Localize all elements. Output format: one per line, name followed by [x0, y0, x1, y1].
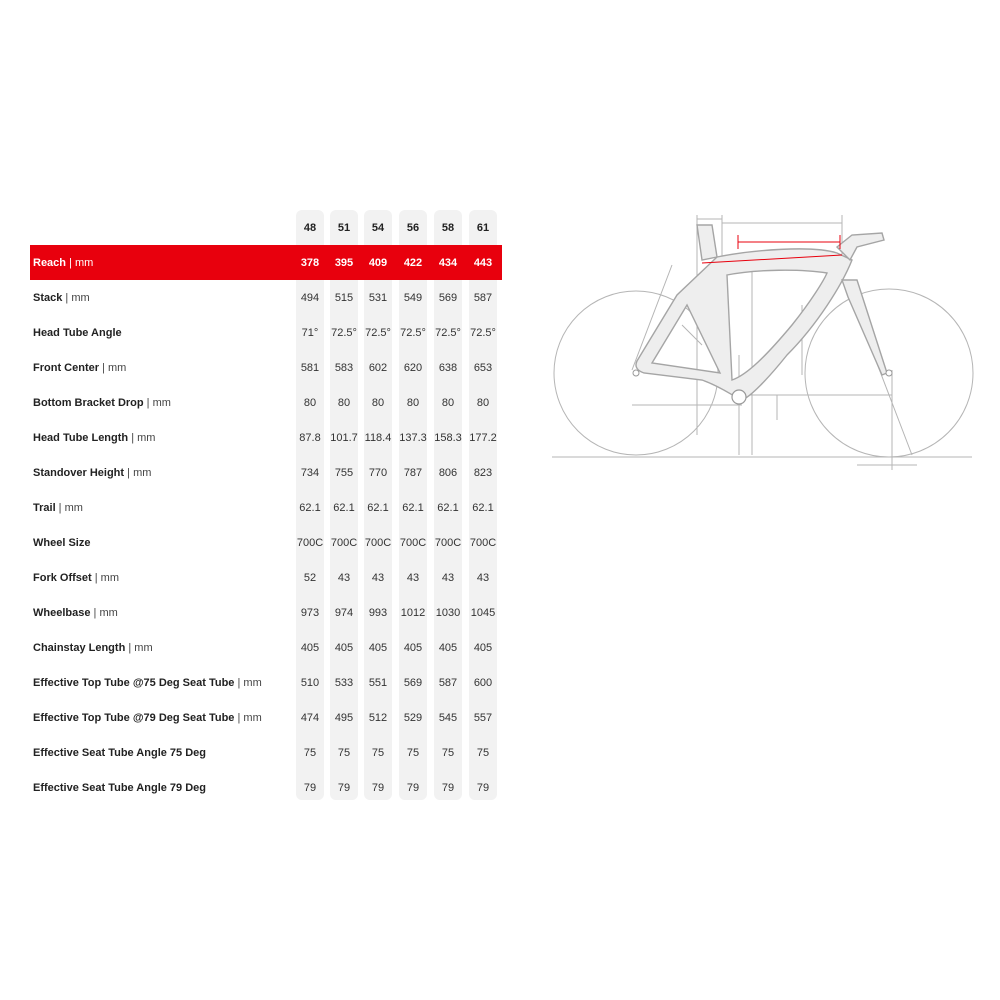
bike-geometry-icon — [552, 205, 977, 475]
table-cell: 700C — [296, 536, 324, 549]
row-label — [33, 642, 153, 654]
table-cell: 443 — [473, 256, 493, 269]
table-cell: 79 — [441, 781, 455, 794]
row-label — [33, 537, 90, 549]
table-cell: 583 — [334, 361, 354, 374]
row-label-unit: mm — [100, 571, 119, 584]
row-label-separator: | — [90, 606, 100, 619]
table-cell: 71° — [301, 326, 319, 339]
row-label — [33, 607, 118, 619]
row-label — [33, 747, 206, 759]
table-cell: 700C — [469, 536, 497, 549]
geometry-row — [30, 735, 502, 770]
table-cell: 533 — [334, 676, 354, 689]
geometry-row — [30, 280, 502, 315]
table-cell: 405 — [438, 641, 458, 654]
table-cell: 638 — [438, 361, 458, 374]
table-cell: 1045 — [470, 606, 496, 619]
table-cell: 405 — [473, 641, 493, 654]
row-label-name: Wheelbase — [33, 606, 91, 619]
table-cell: 549 — [403, 291, 423, 304]
geometry-row — [30, 560, 502, 595]
geometry-row — [30, 385, 502, 420]
table-cell: 43 — [406, 571, 420, 584]
table-cell: 700C — [399, 536, 427, 549]
table-cell: 569 — [438, 291, 458, 304]
row-label-name: Effective Top Tube @79 Deg Seat Tube — [33, 711, 235, 724]
row-label-name: Effective Seat Tube Angle 79 Deg — [33, 781, 206, 794]
geometry-row — [30, 420, 502, 455]
bottom-bracket — [732, 390, 746, 404]
table-cell: 79 — [371, 781, 385, 794]
size-header-56: 56 — [406, 221, 420, 234]
table-cell: 75 — [441, 746, 455, 759]
row-label-name: Head Tube Length — [33, 431, 129, 444]
table-cell: 973 — [300, 606, 320, 619]
table-cell: 43 — [337, 571, 351, 584]
geometry-rows — [30, 245, 502, 805]
table-cell: 474 — [300, 711, 320, 724]
table-cell: 75 — [337, 746, 351, 759]
table-cell: 62.1 — [437, 501, 459, 514]
row-label-separator: | — [234, 711, 244, 724]
geometry-row — [30, 665, 502, 700]
table-cell: 1012 — [400, 606, 426, 619]
table-cell: 422 — [403, 256, 423, 269]
row-label — [33, 712, 262, 724]
geometry-table — [30, 210, 502, 805]
table-cell: 80 — [303, 396, 317, 409]
table-cell: 770 — [368, 466, 388, 479]
table-cell: 72.5° — [331, 326, 357, 339]
table-cell: 80 — [476, 396, 490, 409]
table-cell: 974 — [334, 606, 354, 619]
table-cell: 87.8 — [299, 431, 321, 444]
table-cell: 80 — [441, 396, 455, 409]
table-cell: 531 — [368, 291, 388, 304]
row-label-unit: mm — [243, 711, 262, 724]
table-cell: 395 — [334, 256, 354, 269]
table-cell: 72.5° — [365, 326, 391, 339]
table-cell: 72.5° — [470, 326, 496, 339]
row-label — [33, 362, 126, 374]
table-cell: 75 — [303, 746, 317, 759]
row-label-separator: | — [99, 361, 108, 374]
row-label-separator: | — [234, 676, 244, 689]
row-label-unit: mm — [99, 606, 118, 619]
row-label-unit: mm — [137, 431, 156, 444]
row-label-separator: | — [55, 501, 65, 514]
row-label-separator: | — [62, 291, 72, 304]
table-cell: 600 — [473, 676, 493, 689]
row-label-name: Head Tube Angle — [33, 326, 122, 339]
table-cell: 653 — [473, 361, 493, 374]
table-cell: 43 — [476, 571, 490, 584]
row-label — [33, 327, 122, 339]
row-label-unit: mm — [243, 676, 262, 689]
row-label-separator: | — [125, 641, 135, 654]
table-cell: 62.1 — [367, 501, 389, 514]
table-cell: 79 — [406, 781, 420, 794]
row-label-separator: | — [91, 571, 101, 584]
geometry-row — [30, 630, 502, 665]
table-cell: 495 — [334, 711, 354, 724]
row-label — [33, 292, 90, 304]
size-header-61: 61 — [476, 221, 490, 234]
table-cell: 43 — [441, 571, 455, 584]
table-cell: 620 — [403, 361, 423, 374]
row-label-unit: mm — [133, 466, 152, 479]
row-label-unit: mm — [75, 256, 94, 269]
table-cell: 75 — [476, 746, 490, 759]
table-cell: 700C — [330, 536, 358, 549]
table-cell: 177.2 — [469, 431, 497, 444]
table-cell: 158.3 — [434, 431, 462, 444]
row-label-separator: | — [128, 431, 138, 444]
table-cell: 75 — [406, 746, 420, 759]
table-cell: 494 — [300, 291, 320, 304]
table-cell: 755 — [334, 466, 354, 479]
table-cell: 434 — [438, 256, 458, 269]
geometry-row — [30, 455, 502, 490]
table-cell: 79 — [303, 781, 317, 794]
table-cell: 700C — [434, 536, 462, 549]
row-label-separator: | — [124, 466, 134, 479]
table-cell: 557 — [473, 711, 493, 724]
row-label-unit: mm — [107, 361, 127, 374]
row-label — [33, 572, 119, 584]
row-label-unit: mm — [71, 291, 90, 304]
size-header-54: 54 — [371, 221, 385, 234]
geometry-row — [30, 770, 502, 805]
geometry-row — [30, 525, 502, 560]
row-label-name: Stack — [33, 291, 63, 304]
row-label-name: Bottom Bracket Drop — [33, 396, 144, 409]
table-cell: 551 — [368, 676, 388, 689]
row-label — [33, 467, 151, 479]
table-cell: 80 — [406, 396, 420, 409]
row-label-name: Trail — [33, 501, 56, 514]
table-cell: 80 — [371, 396, 385, 409]
table-cell: 137.3 — [399, 431, 427, 444]
size-header-row — [30, 210, 502, 245]
table-cell: 587 — [473, 291, 493, 304]
bike-frame — [636, 225, 887, 400]
table-cell: 101.7 — [330, 431, 358, 444]
table-cell: 510 — [300, 676, 320, 689]
table-cell: 515 — [334, 291, 354, 304]
table-cell: 545 — [438, 711, 458, 724]
row-label-name: Fork Offset — [33, 571, 92, 584]
geometry-row — [30, 315, 502, 350]
table-cell: 512 — [368, 711, 388, 724]
table-cell: 409 — [368, 256, 388, 269]
row-label-unit: mm — [64, 501, 83, 514]
geometry-row — [30, 350, 502, 385]
table-cell: 587 — [438, 676, 458, 689]
row-label-name: Chainstay Length — [33, 641, 126, 654]
row-label-name: Front Center — [33, 361, 99, 374]
table-cell: 405 — [403, 641, 423, 654]
row-label-separator: | — [143, 396, 153, 409]
table-cell: 62.1 — [333, 501, 355, 514]
row-label-separator: | — [66, 256, 76, 269]
table-cell: 80 — [337, 396, 351, 409]
geometry-row — [30, 245, 502, 280]
table-cell: 79 — [337, 781, 351, 794]
table-cell: 52 — [303, 571, 317, 584]
row-label — [33, 432, 155, 444]
table-cell: 43 — [371, 571, 385, 584]
row-label — [33, 677, 262, 689]
table-cell: 405 — [334, 641, 354, 654]
table-cell: 405 — [300, 641, 320, 654]
table-cell: 993 — [368, 606, 388, 619]
geometry-row — [30, 700, 502, 735]
row-label-name: Wheel Size — [33, 536, 91, 549]
size-header-51: 51 — [337, 221, 351, 234]
row-label — [33, 782, 206, 794]
table-cell: 72.5° — [400, 326, 426, 339]
table-cell: 787 — [403, 466, 423, 479]
row-label-name: Effective Top Tube @75 Deg Seat Tube — [33, 676, 235, 689]
table-cell: 79 — [476, 781, 490, 794]
table-cell: 529 — [403, 711, 423, 724]
row-label-name: Standover Height — [33, 466, 125, 479]
row-label-unit: mm — [152, 396, 171, 409]
table-cell: 602 — [368, 361, 388, 374]
table-cell: 569 — [403, 676, 423, 689]
row-label-name: Reach — [33, 256, 67, 269]
table-cell: 62.1 — [472, 501, 494, 514]
table-cell: 378 — [300, 256, 320, 269]
table-cell: 700C — [364, 536, 392, 549]
table-cell: 581 — [300, 361, 320, 374]
row-label — [33, 397, 171, 409]
table-cell: 118.4 — [364, 431, 392, 444]
geometry-row — [30, 490, 502, 525]
table-cell: 405 — [368, 641, 388, 654]
row-label — [33, 257, 93, 269]
size-header-58: 58 — [441, 221, 455, 234]
row-label-name: Effective Seat Tube Angle 75 Deg — [33, 746, 206, 759]
row-label — [33, 502, 83, 514]
table-cell: 62.1 — [402, 501, 424, 514]
table-cell: 75 — [371, 746, 385, 759]
geometry-row — [30, 595, 502, 630]
table-cell: 1030 — [435, 606, 461, 619]
table-cell: 823 — [473, 466, 493, 479]
table-cell: 62.1 — [299, 501, 321, 514]
row-label-unit: mm — [134, 641, 153, 654]
table-cell: 72.5° — [435, 326, 461, 339]
size-header-48: 48 — [303, 221, 317, 234]
table-cell: 734 — [300, 466, 320, 479]
table-cell: 806 — [438, 466, 458, 479]
